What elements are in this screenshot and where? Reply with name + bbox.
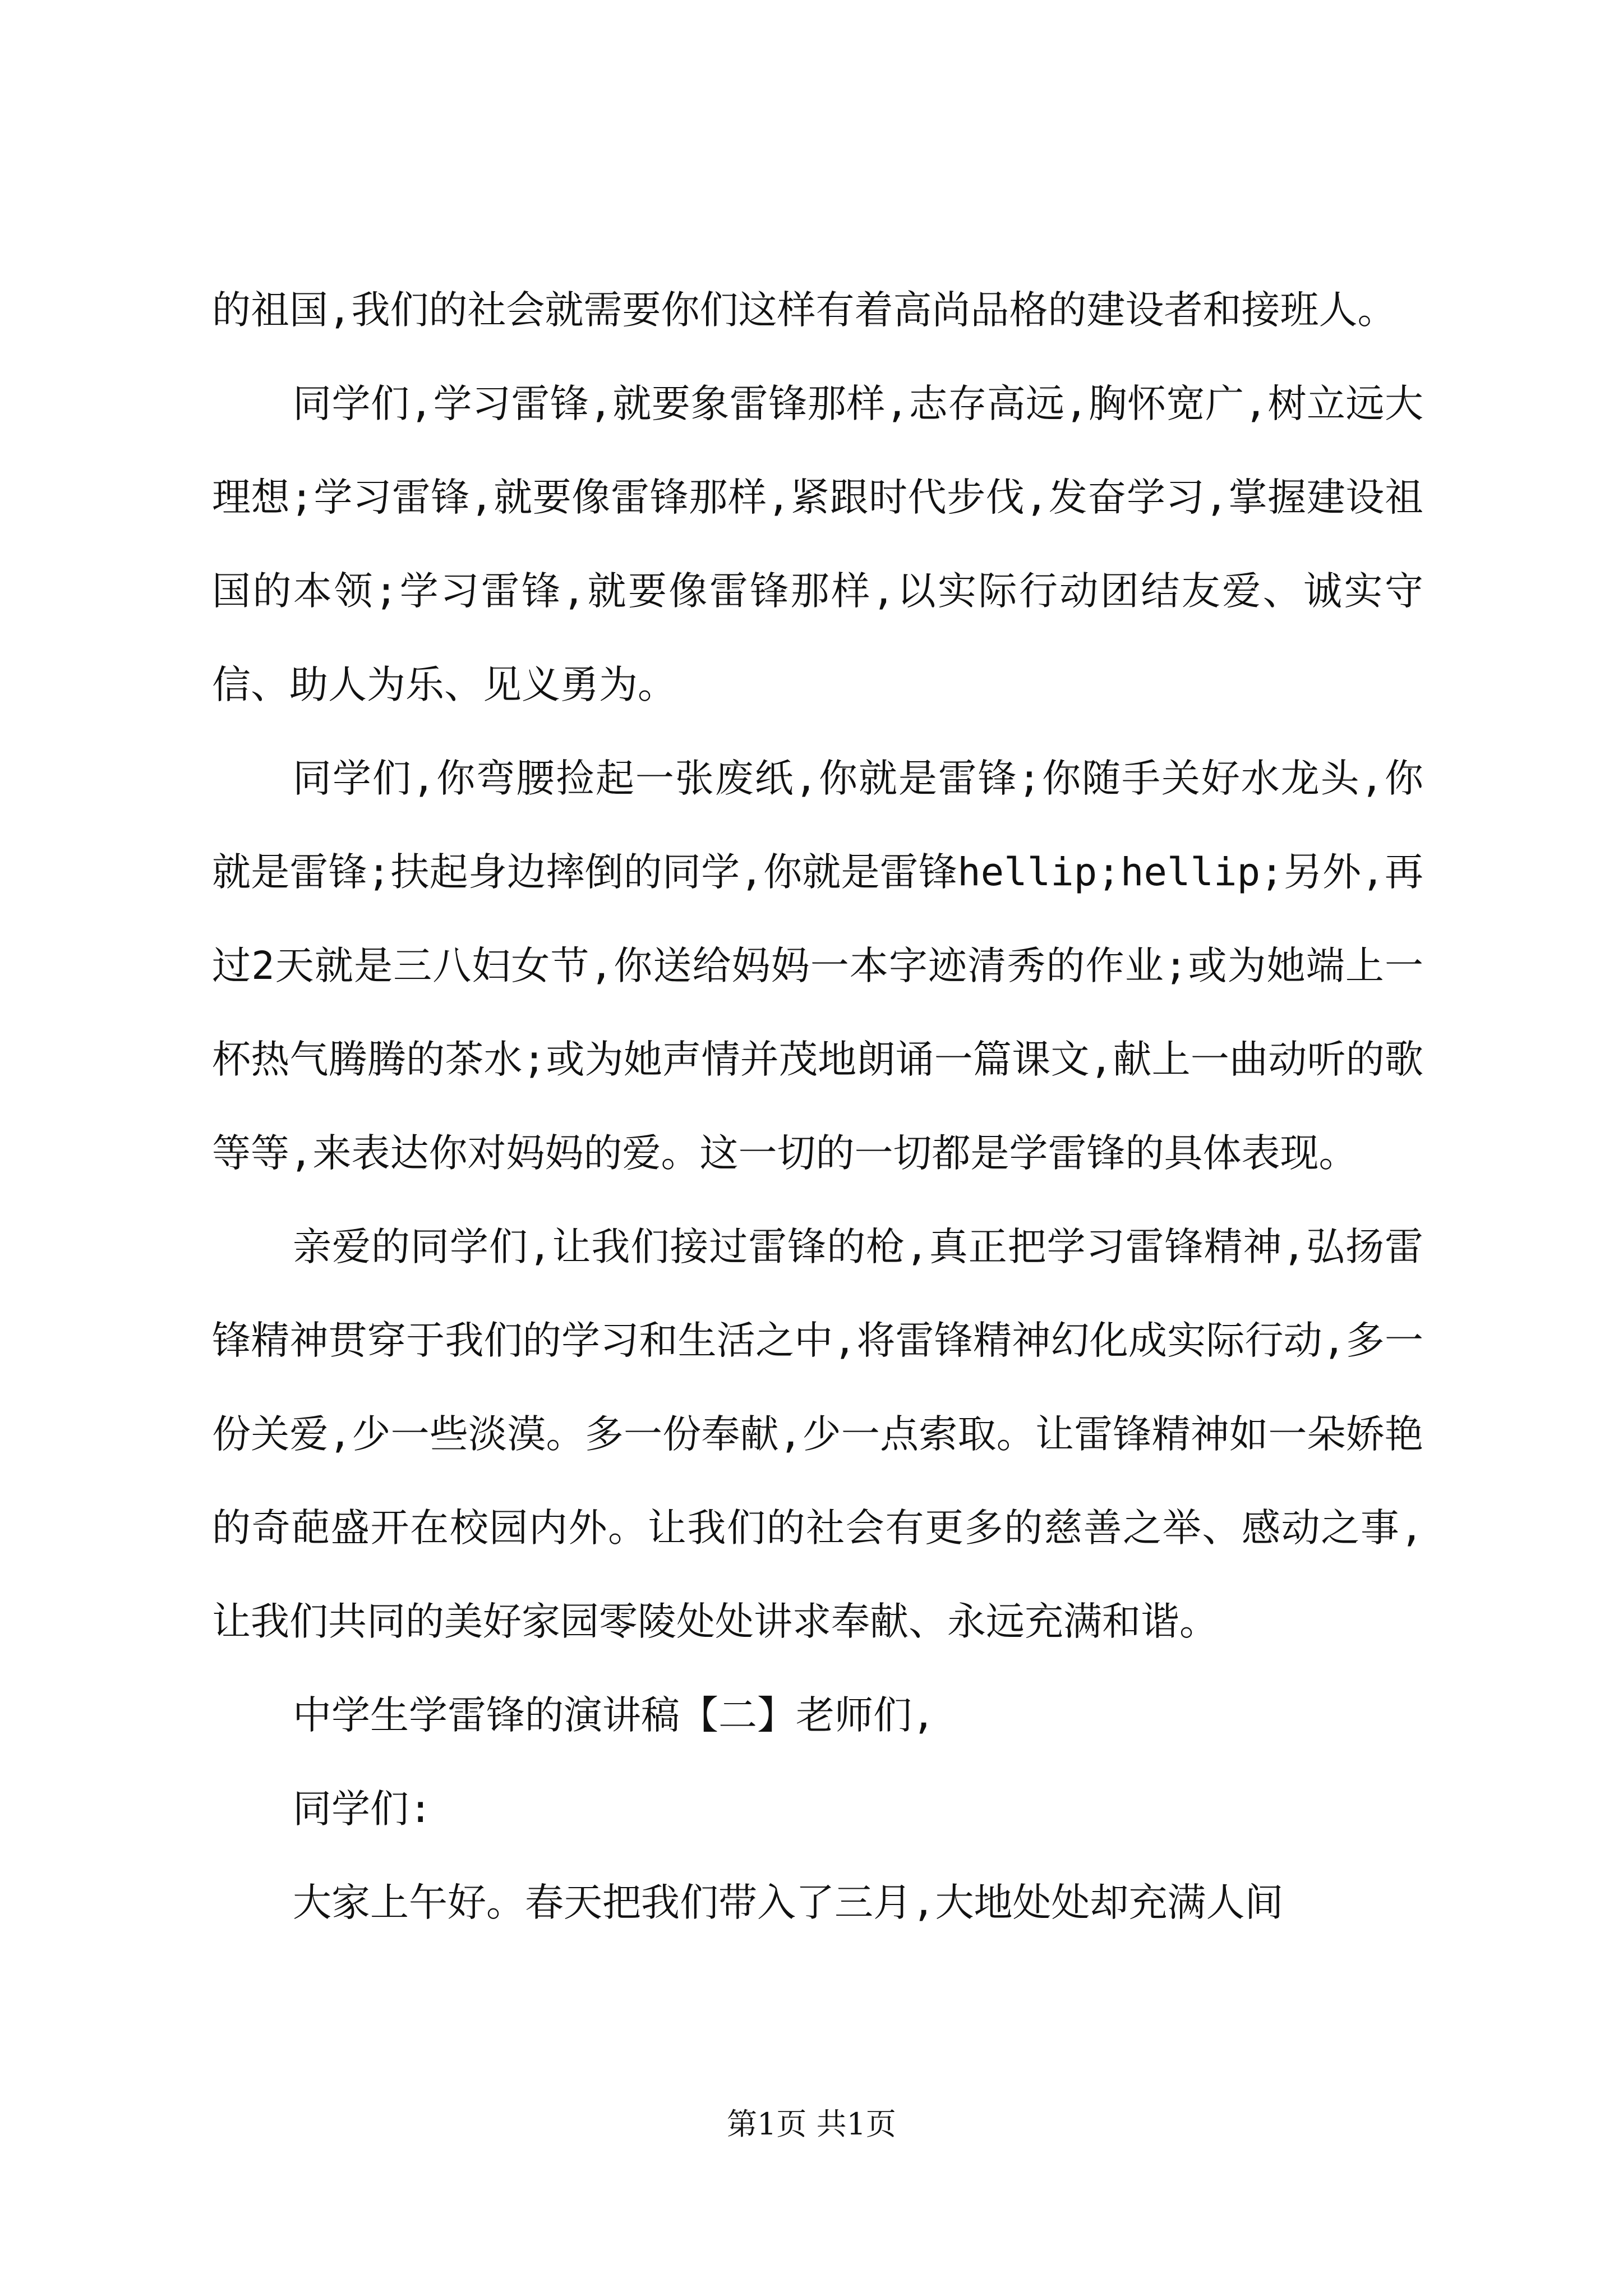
page-footer: 第1页 共1页 [727,2106,896,2142]
paragraph-2: 同学们,学习雷锋,就要象雷锋那样,志存高远,胸怀宽广,树立远大理想;学习雷锋,就要像雷锋那样,紧跟时代步伐,发奋学习,掌握建设祖国的本领;学习雷锋,就要像雷锋那样,以实际行动团结友爱、诚实守信、助人为乐、见义勇为。 [212,381,1423,707]
paragraph-3: 同学们,你弯腰捡起一张废纸,你就是雷锋;你随手关好水龙头,你就是雷锋;扶起身边摔倒的同学,你就是雷锋hellip;hellip;另外,再过2天就是三八妇女节,你送给妈妈一本字迹清秀的作业;或为她端上一杯热气腾腾的茶水;或为她声情并茂地朗诵一篇课文,献上一曲动听的歌等等,来表达你对妈妈的爱。这一切的一切都是学雷锋的具体表现。 [212,756,1423,1176]
document-body [212,264,1423,1950]
paragraph-1: 的祖国,我们的社会就需要你们这样有着高尚品格的建设者和接班人。 [212,288,1396,333]
paragraph-7: 大家上午好。春天把我们带入了三月,大地处处却充满人间 [293,1880,1284,1925]
paragraph-5: 中学生学雷锋的演讲稿【二】老师们, [293,1693,935,1738]
paragraph-4: 亲爱的同学们,让我们接过雷锋的枪,真正把学习雷锋精神,弘扬雷锋精神贯穿于我们的学习和生活之中,将雷锋精神幻化成实际行动,多一份关爱,少一些淡漠。多一份奉献,少一点索取。让雷锋精神如一朵娇艳的奇葩盛开在校园内外。让我们的社会有更多的慈善之举、感动之事,让我们共同的美好家园零陵处处讲求奉献、永远充满和谐。 [212,1225,1423,1644]
paragraph-6: 同学们: [293,1787,432,1832]
